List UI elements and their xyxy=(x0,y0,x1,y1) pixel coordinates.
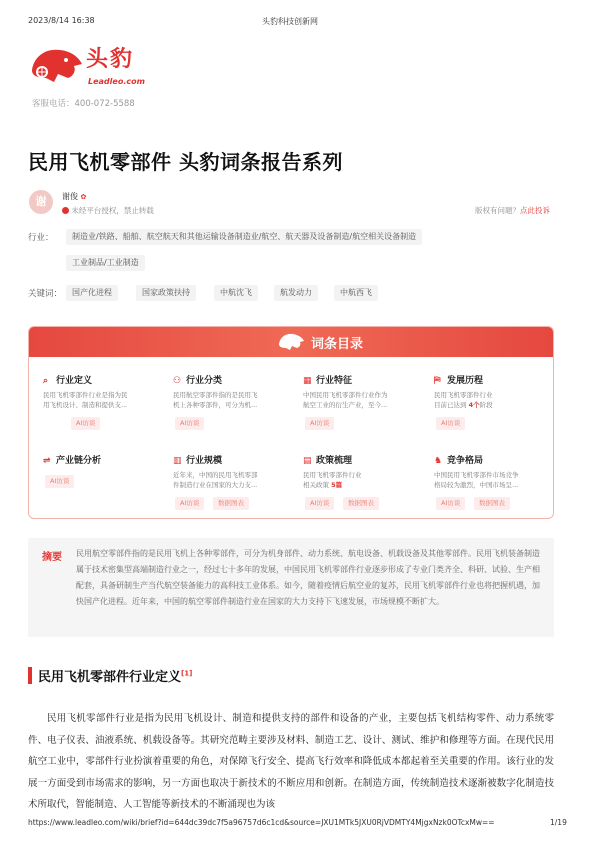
ai-interview-button[interactable]: AI访谈 xyxy=(436,417,465,430)
ai-interview-button[interactable]: AI访谈 xyxy=(45,475,74,488)
industry-tag[interactable]: 工业制品/工业制造 xyxy=(66,255,145,271)
data-chart-button[interactable]: 数据图表 xyxy=(343,497,379,510)
catalog-item-desc: 民用航空零部件指的是民用飞 机上各种零部件，可分为机... xyxy=(173,391,258,409)
catalog-item-history[interactable] xyxy=(434,373,554,410)
catalog-item-title: 发展历程 xyxy=(447,376,484,386)
author-avatar: 谢 xyxy=(29,190,53,214)
copyright-text: 未经平台授权，禁止转载 xyxy=(71,206,154,215)
catalog-item-desc: 中国民用飞机零部件行业作为 航空工业的衍生产业，至今... xyxy=(303,391,388,409)
report-prefix: 版权有问题？ xyxy=(475,206,520,215)
catalog-panel xyxy=(28,326,554,519)
report-link-group xyxy=(475,205,550,216)
catalog-item-title: 行业分类 xyxy=(186,376,223,386)
catalog-item-scale[interactable] xyxy=(173,453,293,490)
catalog-title: 词条目录 xyxy=(311,337,364,352)
data-chart-button[interactable]: 数据图表 xyxy=(213,497,249,510)
catalog-header xyxy=(29,327,553,357)
catalog-item-desc: 近年来，中国的民用飞机零部 件制造行业在国家的大力支... xyxy=(173,471,258,489)
catalog-item-desc: 民用飞机零部件行业 相关政策 5篇 xyxy=(303,471,362,489)
ai-interview-button[interactable]: AI访谈 xyxy=(305,497,334,510)
chain-icon: ⇌ xyxy=(43,456,51,466)
reference-link[interactable]: [1] xyxy=(181,669,193,678)
catalog-item-competition[interactable] xyxy=(434,453,554,490)
author-name-text: 谢俊 xyxy=(62,192,78,201)
copyright-notice xyxy=(62,205,154,216)
catalog-item-desc: 民用飞机零部件行业 目前已达到 4个阶段 xyxy=(434,391,493,409)
chart-icon: ▥ xyxy=(173,456,182,466)
keywords-label: 关键词： xyxy=(28,289,63,299)
logo-brand-text: 头豹 xyxy=(86,47,135,72)
footer-url: https://www.leadleo.com/wiki/brief?id=644dc39dc7f5a96757d6c1cd&source=JXU1MTk5JXU0RjVDMTY4MjgxNzk0OTcxMw== xyxy=(28,818,495,827)
verified-icon: ✿ xyxy=(80,193,87,201)
summary-label: 摘要 xyxy=(42,552,62,563)
section-accent-bar xyxy=(28,667,32,684)
ai-interview-button[interactable]: AI访谈 xyxy=(436,497,465,510)
print-site-name: 头豹科技创新网 xyxy=(262,17,318,26)
leopard-mini-icon xyxy=(277,331,305,353)
summary-text: 民用航空零部件指的是民用飞机上各种零部件，可分为机身部件、动力系统、航电设备、机载设备及其他零部件。民用飞机装备制造属于技术密集型高端制造行业之一，经过七十多年的发展，中国民用飞机零部件行业逐步形成了专业门类齐全、科研、试验、生产相配套，具备研制生产当代航空装备能力的高科技工业体系。如今，随着疫情后航空业的复苏，民用飞机零部件行业也将把握机遇，加快国产化进程。近年来，中国的航空零部件制造行业在国家的大力支持下飞速发展，市场规模不断扩大。 xyxy=(76,549,540,606)
catalog-item-title: 竞争格局 xyxy=(447,456,484,466)
keyword-tag[interactable]: 国家政策扶持 xyxy=(136,285,196,301)
catalog-item-title: 政策梳理 xyxy=(316,456,353,466)
tree-icon: ⚇ xyxy=(173,376,182,386)
leopard-logo-icon xyxy=(28,44,88,88)
policy-icon: ▤ xyxy=(303,456,312,466)
catalog-item-desc: 民用飞机零部件行业是指为民 用飞机设计、制造和提供支... xyxy=(43,391,128,409)
summary-box xyxy=(28,538,554,637)
ai-interview-button[interactable]: AI访谈 xyxy=(305,417,334,430)
keyword-tag[interactable]: 国产化进程 xyxy=(66,285,118,301)
logo-url-text: Leadleo.com xyxy=(88,77,145,86)
competition-icon: ♞ xyxy=(434,456,443,466)
ai-interview-button[interactable]: AI访谈 xyxy=(175,497,204,510)
keyword-tag[interactable]: 中航沈飞 xyxy=(214,285,258,301)
no-copy-icon xyxy=(62,207,69,214)
catalog-item-definition[interactable] xyxy=(43,373,163,410)
catalog-item-classification[interactable] xyxy=(173,373,293,410)
print-datetime: 2023/8/14 16:38 xyxy=(28,16,95,25)
industry-tag[interactable]: 制造业/铁路、船舶、航空航天和其他运输设备制造业/航空、航天器及设备制造/航空相关设备制造 xyxy=(66,229,422,245)
report-link[interactable]: 点此投诉 xyxy=(520,206,550,215)
keyword-tag[interactable]: 航发动力 xyxy=(274,285,318,301)
catalog-item-title: 行业定义 xyxy=(56,376,93,386)
catalog-item-title: 产业链分析 xyxy=(56,456,102,466)
grid-icon: ▦ xyxy=(303,376,312,386)
author-name[interactable] xyxy=(62,191,86,202)
catalog-item-desc: 中国民用飞机零部件市场竞争 格局较为激烈，中国市场呈... xyxy=(434,471,519,489)
page-number: 1/19 xyxy=(550,818,567,827)
page-title: 民用飞机零部件 头豹词条报告系列 xyxy=(28,150,343,174)
catalog-item-title: 行业规模 xyxy=(186,456,223,466)
catalog-item-chain[interactable] xyxy=(43,453,163,466)
keyword-tag[interactable]: 中航西飞 xyxy=(334,285,378,301)
section-body: 民用飞机零部件行业是指为民用飞机设计、制造和提供支持的部件和设备的产业，主要包括飞机结构零件、动力系统零件、电子仪表、油液系统、机载设备等。其研究范畴主要涉及材料、制造工艺、设计、测试、维护和修理等方面。在现代民用航空工业中，零部件行业扮演着重要的角色，对保障飞行安全、提高飞行效率和降低成本都起着至关重要的作用。该行业的发展一方面受到市场需求的影响，另一方面也取决于新技术的不断应用和创新。在制造方面，传统制造技术逐渐被数字化制造技术所取代，智能制造、人工智能等新技术的不断涌现也为该 xyxy=(28,713,554,810)
catalog-item-features[interactable] xyxy=(303,373,423,410)
catalog-item-policy[interactable] xyxy=(303,453,423,490)
catalog-item-title: 行业特征 xyxy=(316,376,353,386)
service-phone: 客服电话：400-072-5588 xyxy=(32,99,135,109)
ai-interview-button[interactable]: AI访谈 xyxy=(175,417,204,430)
industry-label: 行业： xyxy=(28,233,54,243)
search-icon: ⌕ xyxy=(43,376,49,386)
section-title: 民用飞机零部件行业定义[1] xyxy=(38,669,193,685)
timeline-icon: ⛿ xyxy=(434,376,441,386)
ai-interview-button[interactable]: AI访谈 xyxy=(71,417,100,430)
data-chart-button[interactable]: 数据图表 xyxy=(474,497,510,510)
